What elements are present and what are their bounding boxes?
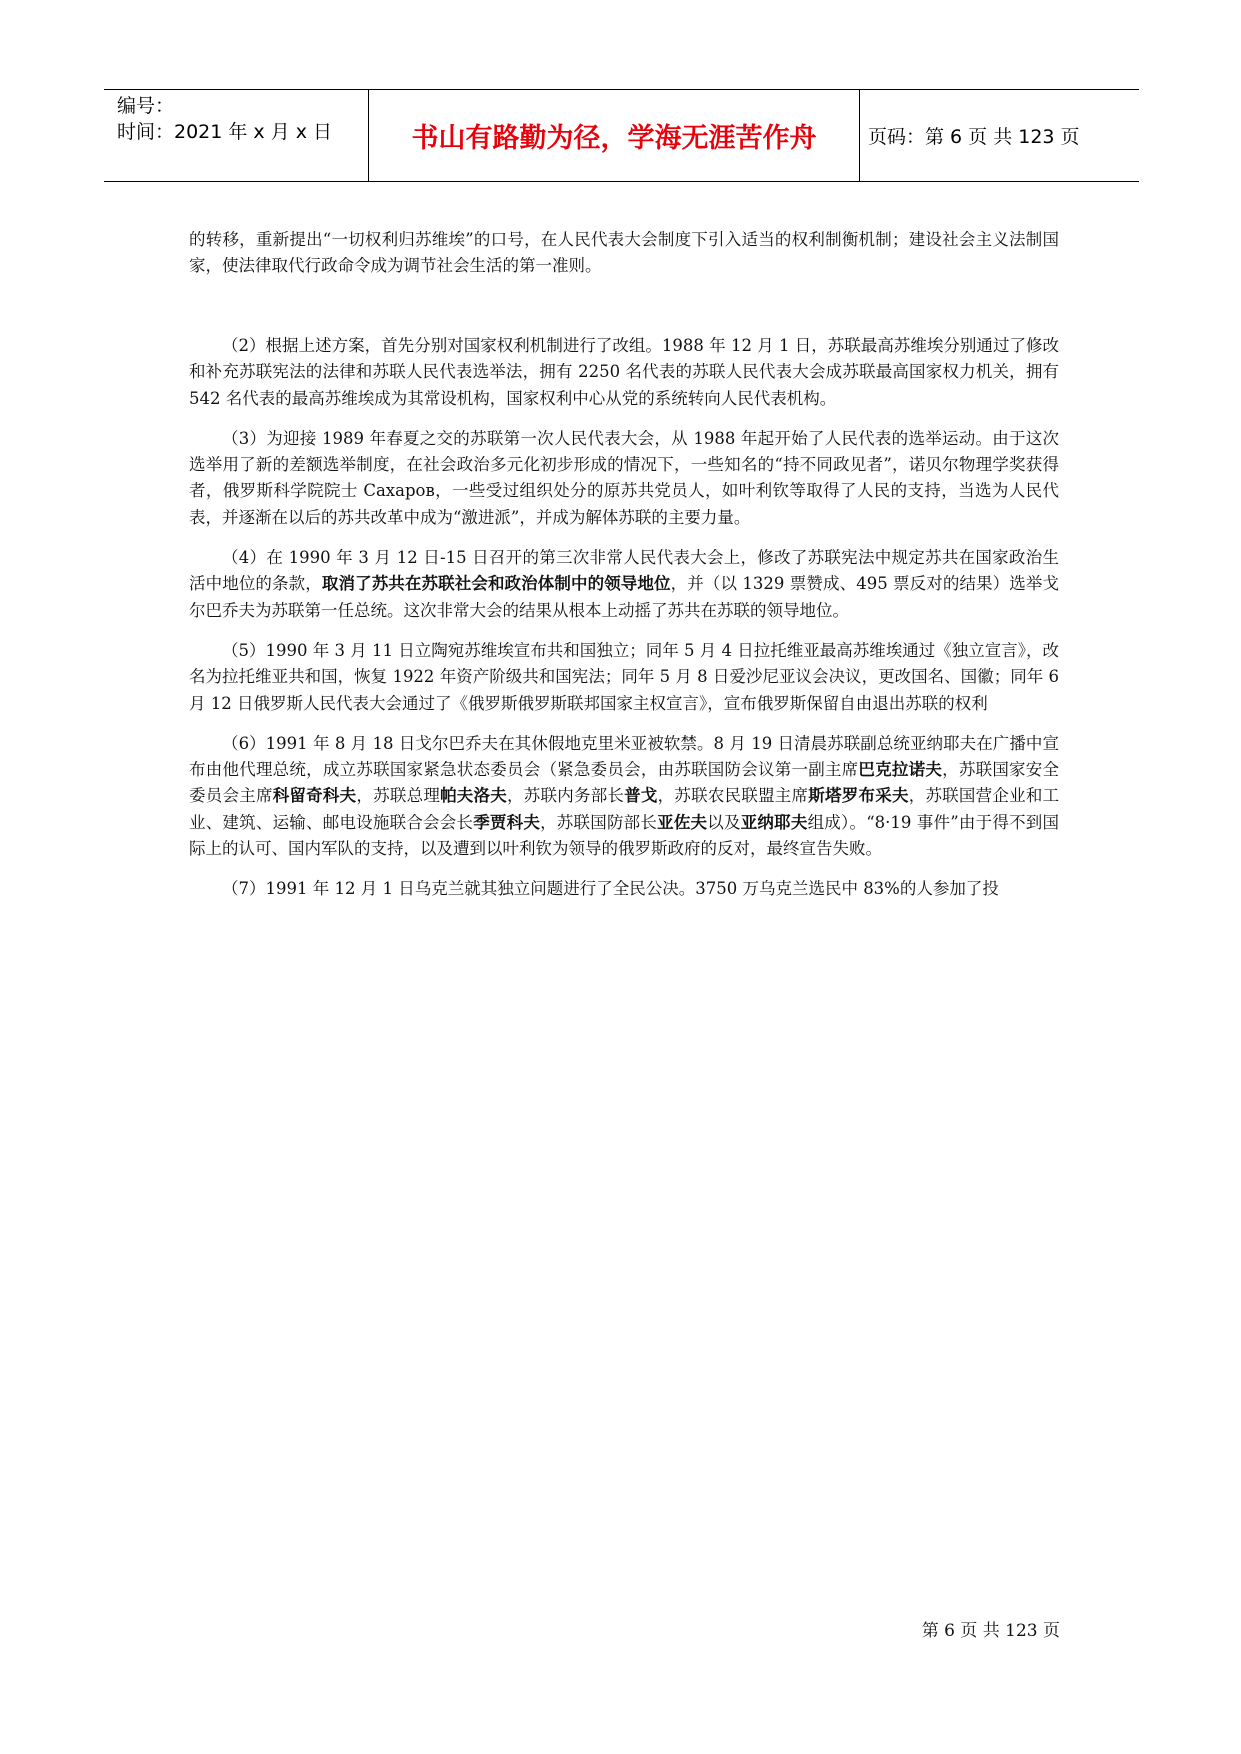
paragraph-5: （5）1990 年 3 月 11 日立陶宛苏维埃宣布共和国独立；同年 5 月 4 日拉托维亚最高苏维埃通过《独立宣言》，改名为拉托维亚共和国，恢复 1922 年资产阶级共和国宪法；同年 5 月 8 日爱沙尼亚议会决议，更改国名、国徽；同年 6 月 12 日俄罗斯人民代表大会通过了《俄罗斯俄罗斯联邦国家主权宣言》，宣布俄罗斯保留自由退出苏联的权利 bbox=[189, 640, 1059, 713]
paragraph-6: （6）1991 年 8 月 18 日戈尔巴乔夫在其休假地克里米亚被软禁。8 月 19 日清晨苏联副总统亚纳耶夫在广播中宣布由他代理总统，成立苏联国家紧急状态委员会（紧急委员会，由苏联国防会议第一副主席巴克拉诺夫，苏联国家安全委员会主席科留奇科夫，苏联总理帕夫洛夫，苏联内务部长普戈，苏联农民联盟主席斯塔罗布采夫，苏联国营企业和工业、建筑、运输、邮电设施联合会会长季贾科夫，苏联国防部长亚佐夫以及亚纳耶夫组成）。“8·19 事件”由于得不到国际上的认可、国内军队的支持，以及遭到以叶利钦为领导的俄罗斯政府的反对，最终宣告失败。 bbox=[189, 733, 1060, 859]
time-label: 时间：2021 年 x 月 x 日 bbox=[117, 121, 333, 143]
paragraph-3: （3）为迎接 1989 年春夏之交的苏联第一次人民代表大会，从 1988 年起开始了人民代表的选举运动。由于这次选举用了新的差额选举制度，在社会政治多元化初步形成的情况下，一些知名的“持不同政见者”，诺贝尔物理学奖获得者，俄罗斯科学院院士 Сахаров，一些受过组织处分的原苏共党员人，如叶利钦等取得了人民的支持，当选为人民代表，并逐渐在以后的苏共改革中成为“激进派”，并成为解体苏联的主要力量。 bbox=[189, 428, 1059, 527]
bold-phrase: 取消了苏共在苏联社会和政治体制中的领导地位 bbox=[321, 574, 671, 594]
paragraph-2: （2）根据上述方案，首先分别对国家权利机制进行了改组。1988 年 12 月 1 日，苏联最高苏维埃分别通过了修改和补充苏联宪法的法律和苏联人民代表选举法，拥有 2250 名代表的苏联人民代表大会成苏联最高国家权力机关，拥有 542 名代表的最高苏维埃成为其常设机构，国家权利中心从党的系统转向人民代表机构。 bbox=[189, 336, 1059, 408]
header-divider-right bbox=[859, 89, 860, 182]
paragraph-4: （4）在 1990 年 3 月 12 日-15 日召开的第三次非常人民代表大会上，修改了苏联宪法中规定苏共在国家政治生活中地位的条款，取消了苏共在苏联社会和政治体制中的领导地位，并（以 1329 票赞成、495 票反对的结果）选举戈尔巴乔夫为苏联第一任总统。这次非常大会的结果从根本上动摇了苏共在苏联的领导地位。 bbox=[189, 548, 1060, 620]
paragraph-7: （7）1991 年 12 月 1 日乌克兰就其独立问题进行了全民公决。3750 万乌克兰选民中 83%的人参加了投 bbox=[222, 879, 999, 899]
header-slogan: 书山有路勤为径，学海无涯苦作舟 bbox=[411, 122, 817, 154]
page-footer: 第 6 页 共 123 页 bbox=[921, 1621, 1060, 1641]
header-page-info: 页码：第 6 页 共 123 页 bbox=[868, 125, 1080, 148]
header-bottom-rule bbox=[104, 181, 1139, 182]
document-body bbox=[189, 227, 1059, 903]
header-meta bbox=[117, 93, 332, 145]
paragraph-1: 的转移，重新提出“一切权利归苏维埃”的口号，在人民代表大会制度下引入适当的权利制衡机制；建设社会主义法制国家，使法律取代行政命令成为调节社会生活的第一准则。 bbox=[189, 230, 1059, 275]
code-label: 编号： bbox=[117, 95, 175, 117]
